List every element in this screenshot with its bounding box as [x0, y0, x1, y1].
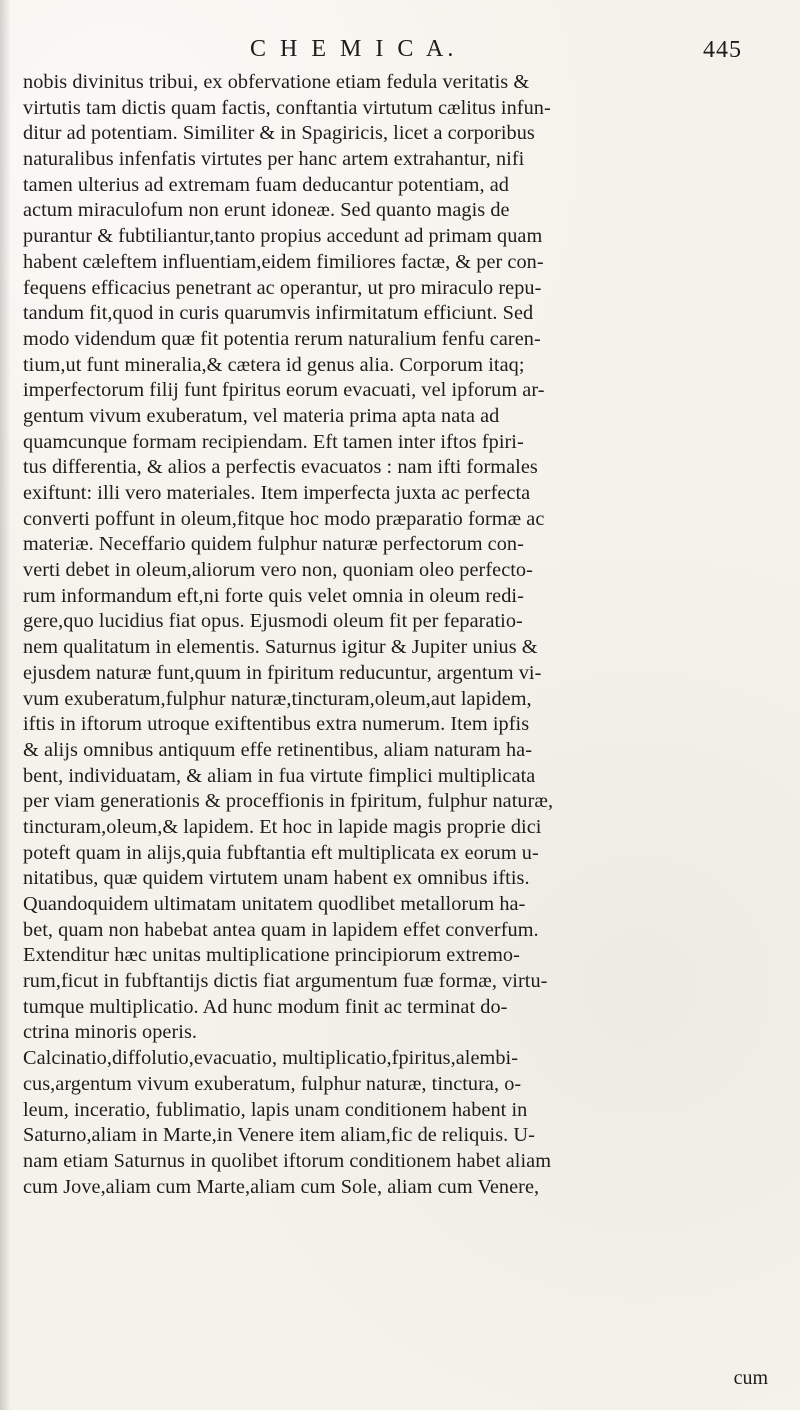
- text-line: naturalibus infenfatis virtutes per hanc artem extrahantur, nifi: [23, 148, 525, 171]
- text-line: exiftunt: illi vero materiales. Item imperfecta juxta ac perfecta: [23, 482, 531, 504]
- text-line: Quandoquidem ultimatam unitatem quodlibet metallorum ha-: [23, 893, 526, 915]
- text-line: tamen ulterius ad extremam fuam deducantur potentiam, ad: [23, 173, 509, 196]
- text-line: cum Jove,aliam cum Marte,aliam cum Sole, aliam cum Venere,: [23, 1175, 540, 1198]
- text-line: materiæ. Neceffario quidem fulphur naturæ perfectorum con-: [23, 533, 524, 556]
- text-line: nam etiam Saturnus in quolibet iftorum conditionem habet aliam: [23, 1149, 552, 1172]
- text-line: modo videndum quæ fit potentia rerum naturalium fenfu caren-: [23, 327, 541, 350]
- text-line: ejusdem naturæ funt,quum in fpiritum reducuntur, argentum vi-: [23, 661, 542, 684]
- text-line: ditur ad potentiam. Similiter & in Spagiricis, licet a corporibus: [23, 122, 535, 145]
- text-line: rum,ficut in fubftantijs dictis fiat argumentum fuæ formæ, virtu-: [23, 970, 548, 993]
- catchword: cum: [733, 1367, 768, 1389]
- text-line: iftis in iftorum utroque exiftentibus extra numerum. Item ipfis: [23, 713, 530, 736]
- text-line: nitatibus, quæ quidem virtutem unam habent ex omnibus iftis.: [23, 867, 530, 890]
- text-line: cus,argentum vivum exuberatum, fulphur naturæ, tinctura, o-: [23, 1072, 522, 1095]
- page-number: 445: [703, 37, 742, 63]
- text-line: tandum fit,quod in curis quarumvis infirmitatum efficiunt. Sed: [23, 302, 534, 325]
- text-line: tumque multiplicatio. Ad hunc modum finit ac terminat do-: [23, 995, 508, 1018]
- text-line: poteft quam in alijs,quia fubftantia eft multiplicata ex eorum u-: [23, 841, 539, 864]
- running-head: C H E M I C A.: [250, 36, 458, 62]
- text-line: leum, inceratio, fublimatio, lapis unam conditionem habent in: [23, 1098, 528, 1121]
- text-line: converti poffunt in oleum,fitque hoc modo præparatio formæ ac: [23, 507, 545, 530]
- body-text: [23, 70, 759, 1200]
- text-line: gentum vivum exuberatum, vel materia prima apta nata ad: [23, 404, 500, 427]
- page-header: [250, 36, 770, 74]
- text-line: & alijs omnibus antiquum effe retinentibus, aliam naturam ha-: [23, 738, 533, 761]
- text-line: vum exuberatum,fulphur naturæ,tincturam,oleum,aut lapidem,: [23, 687, 532, 710]
- text-line: nem qualitatum in elementis. Saturnus igitur & Jupiter unius &: [23, 636, 538, 659]
- text-line: habent cæleftem influentiam,eidem fimiliores factæ, & per con-: [23, 250, 544, 273]
- text-line: Calcinatio,diffolutio,evacuatio, multiplicatio,fpiritus,alembi-: [23, 1047, 519, 1070]
- text-line: verti debet in oleum,aliorum vero non, quoniam oleo perfecto-: [23, 559, 533, 582]
- text-line: purantur & fubtiliantur,tanto propius accedunt ad primam quam: [23, 225, 543, 248]
- text-line: virtutis tam dictis quam factis, conftantia virtutum cælitus infun-: [23, 96, 551, 119]
- text-line: per viam generationis & proceffionis in fpiritum, fulphur naturæ,: [23, 790, 554, 813]
- text-line: nobis divinitus tribui, ex obfervatione etiam fedula veritatis &: [23, 71, 530, 93]
- text-line: tincturam,oleum,& lapidem. Et hoc in lapide magis proprie dici: [23, 815, 542, 838]
- text-line: tus differentia, & alios a perfectis evacuatos : nam ifti formales: [23, 456, 538, 479]
- text-line: Extenditur hæc unitas multiplicatione principiorum extremo-: [23, 944, 520, 967]
- text-line: bent, individuatam, & aliam in fua virtute fimplici multiplicata: [23, 764, 536, 787]
- text-line: Saturno,aliam in Marte,in Venere item aliam,fic de reliquis. U-: [23, 1124, 535, 1147]
- text-line: fequens efficacius penetrant ac operantur, ut pro miraculo repu-: [23, 276, 542, 299]
- text-line: tium,ut funt mineralia,& cætera id genus alia. Corporum itaq;: [23, 353, 525, 376]
- text-line: rum informandum eft,ni forte quis velet omnia in oleum redi-: [23, 584, 524, 607]
- page-edge-shadow: [0, 0, 10, 1410]
- text-line: actum miraculofum non erunt idoneæ. Sed quanto magis de: [23, 199, 510, 222]
- text-line: ctrina minoris operis.: [23, 1021, 198, 1044]
- text-line: bet, quam non habebat antea quam in lapidem effet converfum.: [23, 918, 539, 941]
- text-line: quamcunque formam recipiendam. Eft tamen inter iftos fpiri-: [23, 430, 524, 453]
- text-line: imperfectorum filij funt fpiritus eorum evacuati, vel ipforum ar-: [23, 379, 545, 402]
- text-line: gere,quo lucidius fiat opus. Ejusmodi oleum fit per feparatio-: [23, 610, 523, 633]
